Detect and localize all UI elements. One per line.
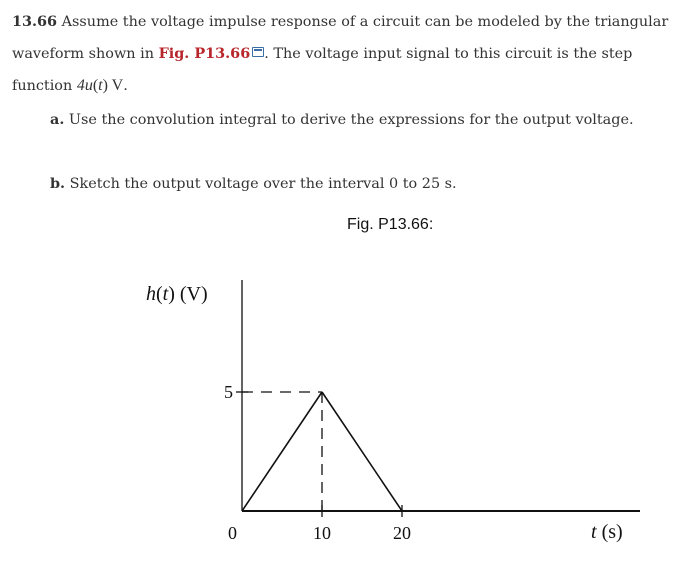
problem-number: 13.66 [12, 13, 58, 30]
series-segment [242, 392, 322, 511]
problem-intro-1: Assume the voltage impulse response of a circuit can be modeled by the triangular waveform shown in [12, 14, 669, 62]
series-segment [322, 392, 402, 511]
part-a-label: a. [50, 111, 65, 128]
y-axis-label: h(t) (V) [146, 283, 208, 305]
input-signal: 4u(t) V [76, 77, 124, 94]
x-axis-label: t (s) [591, 521, 623, 543]
figure-link[interactable]: Fig. P13.66 [158, 45, 251, 62]
x-tick-label: 10 [313, 523, 331, 543]
part-a-text: Use the convolution integral to derive the expressions for the output voltage. [68, 112, 634, 128]
part-b-label: b. [50, 175, 66, 192]
problem-intro-3: . [123, 78, 128, 94]
part-b-text: Sketch the output voltage over the interval 0 to 25 s. [69, 176, 457, 192]
figure-caption: Fig. P13.66: [347, 216, 434, 233]
x-tick-label: 0 [228, 523, 237, 543]
problem-intro-2: . The voltage input signal to this circuit is the step function [12, 46, 633, 94]
x-tick-label: 20 [393, 523, 411, 543]
y-tick-label: 5 [224, 382, 233, 402]
